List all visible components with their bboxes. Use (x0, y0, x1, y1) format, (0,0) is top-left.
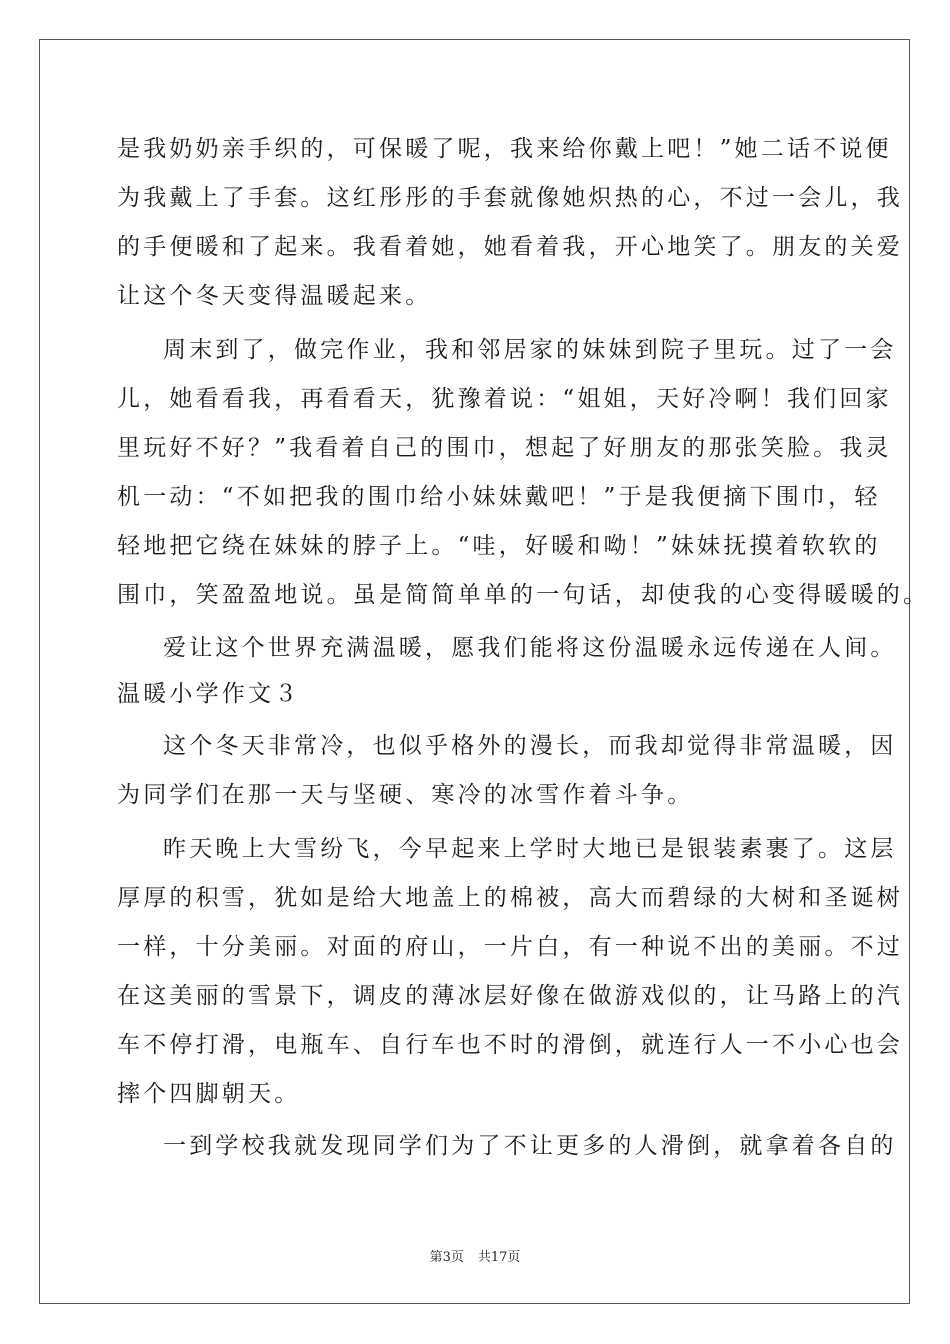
page-number: 第3页 (429, 1250, 464, 1265)
text-line: 让这个冬天变得温暖起来。 (117, 283, 432, 309)
page-total: 共17页 (477, 1250, 521, 1265)
text-line: 摔个四脚朝天。 (117, 1081, 301, 1107)
text-line: 周末到了，做完作业，我和邻居家的妹妹到院子里玩。过了一会 (163, 337, 897, 363)
text-line: 车不停打滑，电瓶车、自行车也不时的滑倒，就连行人一不小心也会 (117, 1032, 903, 1058)
page-footer (0, 1246, 950, 1265)
text-line: 厚厚的积雪，犹如是给大地盖上的棉被，高大而碧绿的大树和圣诞树 (117, 885, 903, 911)
page-border (39, 39, 910, 1304)
text-line: 为同学们在那一天与坚硬、寒冷的冰雪作着斗争。 (117, 782, 694, 808)
text-line: 是我奶奶亲手织的，可保暖了呢，我来给你戴上吧！”她二话不说便 (117, 136, 892, 162)
text-line: 儿，她看看我，再看看天，犹豫着说：“姐姐，天好冷啊！我们回家 (117, 386, 892, 412)
text-line: 机一动：“不如把我的围巾给小妹妹戴吧！”于是我便摘下围巾，轻 (117, 484, 881, 510)
text-line: 里玩好不好？”我看着自己的围巾，想起了好朋友的那张笑脸。我灵 (117, 435, 892, 461)
text-line: 爱让这个世界充满温暖，愿我们能将这份温暖永远传递在人间。 (163, 635, 897, 661)
section-heading: 温暖小学作文３ (117, 681, 301, 707)
text-line: 轻地把它绕在妹妹的脖子上。“哇，好暖和呦！”妹妹抚摸着软软的 (117, 533, 881, 559)
text-line: 一样，十分美丽。对面的府山，一片白，有一种说不出的美丽。不过 (117, 934, 903, 960)
text-line: 的手便暖和了起来。我看着她，她看着我，开心地笑了。朋友的关爱 (117, 234, 903, 260)
text-line: 昨天晚上大雪纷飞，今早起来上学时大地已是银装素裹了。这层 (163, 836, 897, 862)
text-line: 为我戴上了手套。这红彤彤的手套就像她炽热的心，不过一会儿，我 (117, 185, 903, 211)
text-line: 这个冬天非常冷，也似乎格外的漫长，而我却觉得非常温暖，因 (163, 733, 897, 759)
text-line: 在这美丽的雪景下，调皮的薄冰层好像在做游戏似的，让马路上的汽 (117, 983, 903, 1009)
text-line: 一到学校我就发现同学们为了不让更多的人滑倒，就拿着各自的 (163, 1133, 897, 1159)
text-line: 围巾，笑盈盈地说。虽是简简单单的一句话，却使我的心变得暖暖的。 (117, 582, 930, 608)
